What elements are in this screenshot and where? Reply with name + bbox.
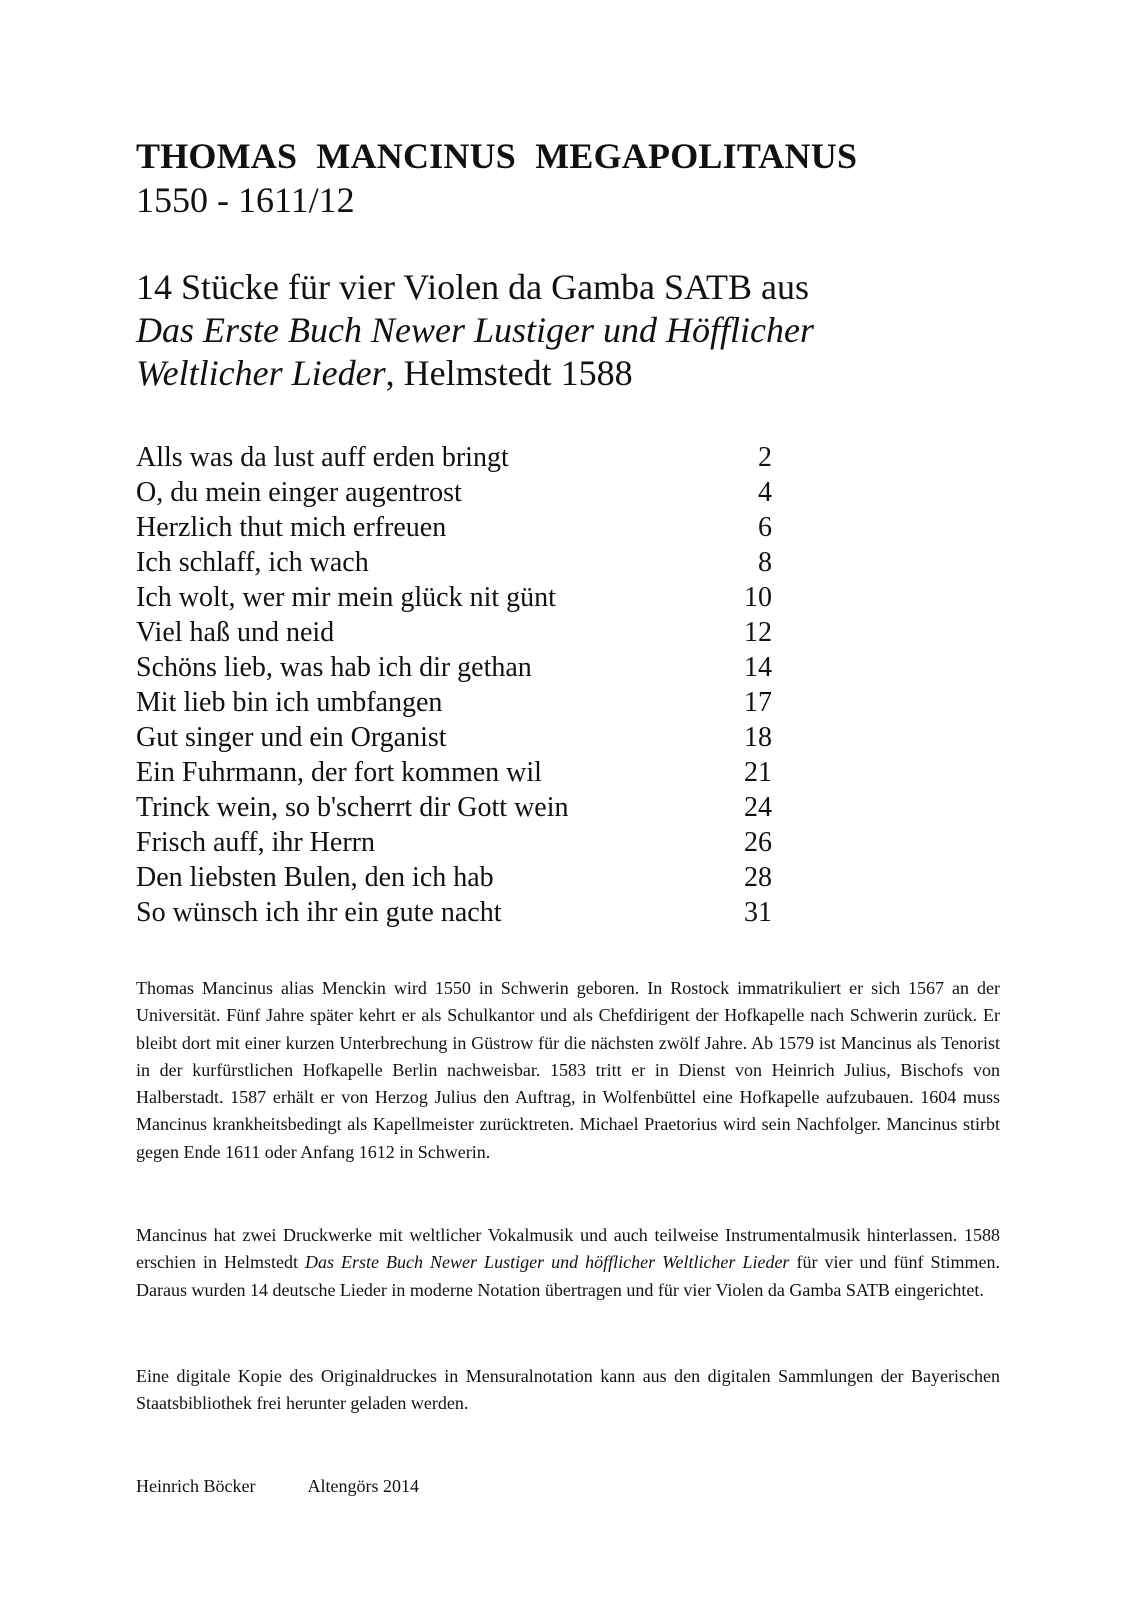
toc-row [136,650,772,685]
toc-piece-title: So wünsch ich ihr ein gute nacht [136,897,502,928]
toc-row [136,860,772,895]
toc-page-number: 17 [744,687,772,718]
toc-piece-title: Schöns lieb, was hab ich dir gethan [136,652,532,683]
source-place-year: , Helmstedt 1588 [385,353,633,393]
works-paragraph [136,1222,1000,1304]
toc-row [136,580,772,615]
toc-page-number: 28 [744,862,772,893]
works-text-start: Mancinus hat zwei Druckwerke mit weltlicher Vokalmusik und auch teilweise Instrumentalmusik hinterlassen. 1588 erschien in Helmstedt [136,1225,1000,1273]
source-title-italic-part-1: Das Erste Buch Newer Lustiger und Höfflicher [136,310,814,350]
toc-page-number: 14 [744,652,772,683]
toc-piece-title: Alls was da lust auff erden bringt [136,442,509,473]
toc-piece-title: Mit lieb bin ich umbfangen [136,687,443,718]
toc-piece-title: Ein Fuhrmann, der fort kommen wil [136,757,542,788]
toc-page-number: 18 [744,722,772,753]
works-text-end: für vier und fünf Stimmen. Daraus wurden 14 deutsche Lieder in moderne Notation übertragen und für vier Violen da Gamba SATB eingerichtet. [136,1252,1001,1300]
works-source-title: Das Erste Buch Newer Lustiger und höfflicher Weltlicher Lieder [305,1252,790,1273]
work-title-line-2 [136,309,1036,352]
toc-page-number: 12 [744,617,772,648]
toc-page-number: 10 [744,582,772,613]
toc-row [136,685,772,720]
toc-piece-title: Herzlich thut mich erfreuen [136,512,447,543]
toc-piece-title: O, du mein einger augentrost [136,477,462,508]
toc-row [136,510,772,545]
table-of-contents [136,440,772,930]
toc-page-number: 6 [758,512,772,543]
toc-row [136,790,772,825]
composer-dates: 1550 - 1611/12 [136,180,355,220]
toc-row [136,755,772,790]
source-title-italic-part-2: Weltlicher Lieder [136,353,386,393]
toc-row [136,475,772,510]
toc-row [136,545,772,580]
footer [136,1474,419,1498]
toc-row [136,615,772,650]
toc-piece-title: Den liebsten Bulen, den ich hab [136,862,494,893]
composer-name: THOMAS MANCINUS MEGAPOLITANUS [136,136,858,176]
toc-row [136,720,772,755]
toc-row [136,825,772,860]
toc-page-number: 4 [758,477,772,508]
toc-piece-title: Trinck wein, so b'scherrt dir Gott wein [136,792,569,823]
toc-page-number: 21 [744,757,772,788]
footer-author: Heinrich Böcker [136,1476,256,1496]
biography-paragraph: Thomas Mancinus alias Menckin wird 1550 in Schwerin geboren. In Rostock immatrikuliert er sich 1567 an der Universität. Fünf Jahre später kehrt er als Schulkantor und als Chefdirigent der Hofkapelle nach Schwerin zurück. Er bleibt dort mit einer kurzen Unterbrechung in Güstrow für die nächsten zwölf Jahre. Ab 1579 ist Mancinus als Tenorist in der kurfürstlichen Hofkapelle Berlin nachweisbar. 1583 tritt er in Dienst von Heinrich Julius, Bischofs von Halberstadt. 1587 erhält er von Herzog Julius den Auftrag, in Wolfenbüttel eine Hofkapelle aufzubauen. 1604 muss Mancinus krankheitsbedingt als Kapellmeister zurücktreten. Michael Praetorius wird sein Nachfolger. Mancinus stirbt gegen Ende 1611 oder Anfang 1612 in Schwerin. [136,978,1000,1162]
toc-page-number: 24 [744,792,772,823]
toc-page-number: 8 [758,547,772,578]
work-title [136,266,1036,395]
work-title-line-1: 14 Stücke für vier Violen da Gamba SATB aus [136,267,810,307]
toc-piece-title: Ich wolt, wer mir mein glück nit günt [136,582,556,613]
toc-page-number: 31 [744,897,772,928]
toc-page-number: 2 [758,442,772,473]
toc-piece-title: Gut singer und ein Organist [136,722,447,753]
toc-row [136,440,772,475]
toc-piece-title: Viel haß und neid [136,617,335,648]
toc-page-number: 26 [744,827,772,858]
digital-copy-paragraph: Eine digitale Kopie des Originaldruckes in Mensuralnotation kann aus den digitalen Sammlungen der Bayerischen Staatsbibliothek frei herunter geladen werden. [136,1366,1000,1414]
toc-piece-title: Frisch auff, ihr Herrn [136,827,375,858]
work-title-line-3 [136,352,1036,395]
toc-piece-title: Ich schlaff, ich wach [136,547,369,578]
toc-row [136,895,772,930]
footer-place-year: Altengörs 2014 [307,1476,419,1496]
